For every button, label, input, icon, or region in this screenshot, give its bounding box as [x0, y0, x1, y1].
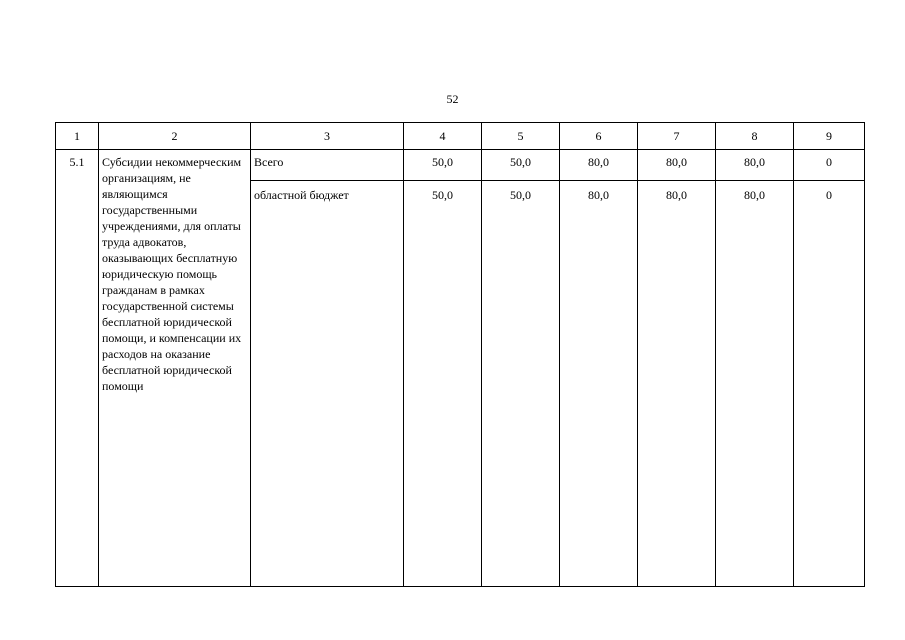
value-cell: 80,0 — [560, 150, 638, 181]
header-row — [56, 123, 865, 150]
value-cell: 80,0 — [560, 181, 638, 587]
value-cell: 80,0 — [638, 150, 716, 181]
item-code: 5.1 — [56, 150, 99, 587]
funding-source: областной бюджет — [251, 181, 404, 587]
column-header: 9 — [794, 123, 865, 150]
page-number: 52 — [446, 92, 459, 106]
value-cell: 80,0 — [638, 181, 716, 587]
value-cell: 50,0 — [404, 181, 482, 587]
table-row — [56, 150, 865, 181]
column-header: 2 — [99, 123, 251, 150]
column-header: 1 — [56, 123, 99, 150]
value-cell: 80,0 — [716, 150, 794, 181]
data-table — [55, 122, 865, 587]
item-description: Субсидии некоммерческим организациям, не являющимся государственными учреждениями, для оплаты труда адвокатов, оказывающих бесплатную юридическую помощь гражданам в рамках государственной системы бесплатной юридической помощи, и компенсации их расходов на оказание бесплатной юридической помощи — [99, 150, 251, 587]
value-cell: 0 — [794, 150, 865, 181]
column-header: 3 — [251, 123, 404, 150]
value-cell: 0 — [794, 181, 865, 587]
value-cell: 80,0 — [716, 181, 794, 587]
funding-source: Всего — [251, 150, 404, 181]
column-header: 7 — [638, 123, 716, 150]
value-cell: 50,0 — [482, 150, 560, 181]
column-header: 4 — [404, 123, 482, 150]
column-header: 5 — [482, 123, 560, 150]
column-header: 8 — [716, 123, 794, 150]
column-header: 6 — [560, 123, 638, 150]
value-cell: 50,0 — [482, 181, 560, 587]
value-cell: 50,0 — [404, 150, 482, 181]
